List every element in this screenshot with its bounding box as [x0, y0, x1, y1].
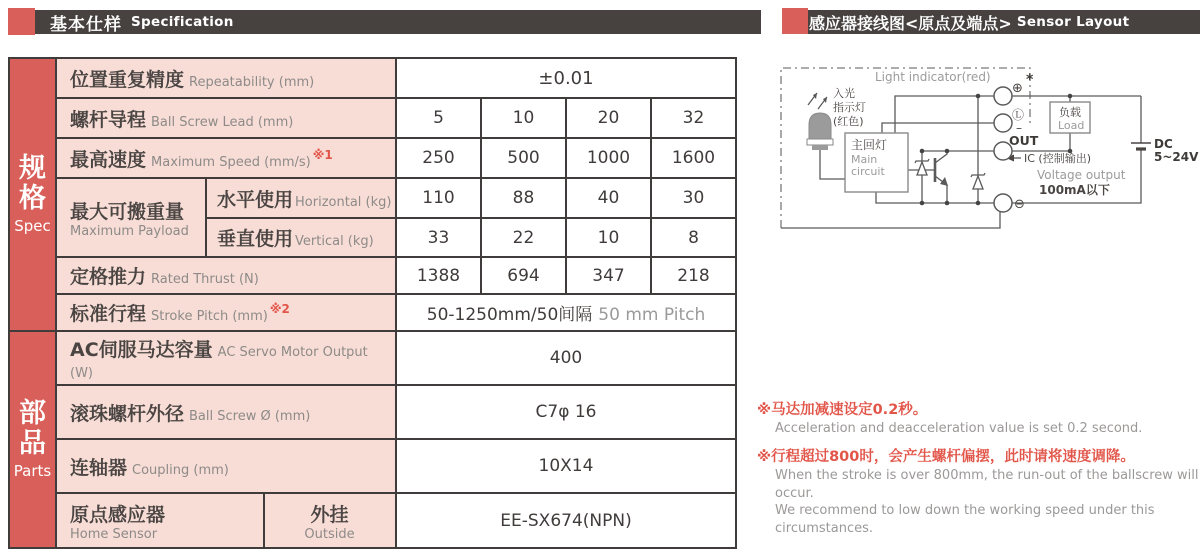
- label-max-payload: [56, 178, 206, 257]
- left-header-bar: [24, 10, 761, 34]
- load-zh: 负载: [1059, 106, 1081, 119]
- plus-terminal-symbol: ⊕: [1012, 81, 1023, 96]
- dc-label: DC: [1154, 137, 1173, 151]
- stroke-value-en: 50 mm Pitch: [598, 305, 706, 325]
- repeatability-en: Repeatability (mm): [189, 74, 315, 90]
- footnote-1-en: Acceleration and deacceleration value is set 0.2 second.: [775, 420, 1143, 436]
- footnotes: [757, 401, 1200, 537]
- footnote-1: [757, 401, 1200, 437]
- section-spec-label-en: Spec: [14, 217, 51, 236]
- minus-sign: –: [1016, 121, 1022, 135]
- left-header-title-en: Specification: [131, 14, 234, 30]
- thrust-en: Rated Thrust (N): [151, 272, 259, 287]
- value-horizontal-4: 30: [651, 178, 736, 218]
- stroke-value-zh: 50-1250mm/50间隔: [426, 305, 593, 325]
- minus-terminal-symbol: ⊖: [1014, 197, 1025, 212]
- screw-en: Ball Screw Ø (mm): [189, 408, 311, 424]
- right-header-title-zh: 感应器接线图<原点及端点>: [809, 13, 1012, 33]
- left-header-accent-square: [8, 8, 35, 35]
- speed-en: Maximum Speed (mm/s): [151, 154, 311, 170]
- value-horizontal-2: 88: [481, 178, 566, 218]
- value-lead-2: 10: [481, 98, 566, 138]
- footnote-2-en2: We recommend to low down the working speed under this circumstances.: [775, 503, 1155, 536]
- value-coupling: 10X14: [396, 439, 736, 493]
- stroke-en: Stroke Pitch (mm): [151, 309, 268, 324]
- terminal-circles: [994, 87, 1012, 212]
- label-repeatability: [56, 58, 396, 98]
- label-rated-thrust: [56, 257, 396, 294]
- stroke-footnote-marker: ※2: [269, 302, 290, 316]
- label-servo-output: [56, 331, 396, 385]
- motor-zh: AC伺服马达容量: [70, 339, 213, 361]
- footnote-2-en1: When the stroke is over 800mm, the run-out of the ballscrew will occur.: [775, 468, 1199, 501]
- motor-en: AC Servo Motor Output (W): [70, 345, 368, 381]
- payload-zh: 最大可搬重量: [70, 200, 185, 223]
- label-max-speed: [56, 138, 396, 178]
- coupling-zh: 连轴器: [70, 456, 128, 479]
- label-home-sensor: [56, 493, 264, 548]
- payload-en: Maximum Payload: [70, 223, 189, 239]
- home-sensor-en: Home Sensor: [70, 526, 158, 542]
- led-icon: [807, 93, 833, 150]
- screw-zh: 滚珠螺杆外径: [70, 402, 185, 425]
- terminal-minus: [994, 194, 1012, 212]
- out-label: OUT: [1009, 133, 1039, 148]
- horizontal-en: Horizontal (kg): [295, 194, 392, 210]
- vertical-zh: 垂直使用: [217, 228, 294, 250]
- value-vertical-4: 8: [651, 218, 736, 257]
- value-lead-4: 32: [651, 98, 736, 138]
- value-vertical-3: 10: [566, 218, 651, 257]
- left-header-title-zh: 基本仕样: [50, 14, 122, 35]
- terminal-l: [994, 114, 1012, 132]
- value-thrust-2: 694: [481, 257, 566, 294]
- value-stroke: [396, 294, 736, 331]
- main-circuit-zh: 主回灯: [851, 138, 888, 152]
- value-thrust-4: 218: [651, 257, 736, 294]
- specification-table: [8, 57, 737, 549]
- footnote-2: [757, 448, 1200, 537]
- section-parts-sidebar: [9, 331, 56, 548]
- label-horizontal: [206, 178, 396, 218]
- footnote-1-zh: ※马达加减速设定0.2秒。: [757, 402, 928, 418]
- section-parts-label-en: Parts: [13, 462, 52, 481]
- sensor-circuit-diagram: [775, 55, 1200, 260]
- value-repeatability: ±0.01: [396, 58, 736, 98]
- label-vertical: [206, 218, 396, 257]
- value-thrust-1: 1388: [396, 257, 481, 294]
- label-outside-mount: [264, 493, 396, 548]
- value-horizontal-3: 40: [566, 178, 651, 218]
- label-stroke-pitch: [56, 294, 396, 331]
- value-speed-4: 1600: [651, 138, 736, 178]
- lead-en: Ball Screw Lead (mm): [151, 114, 294, 130]
- value-speed-1: 250: [396, 138, 481, 178]
- case-bottom-wire: [781, 212, 1000, 228]
- right-header-accent-square: [782, 8, 808, 34]
- dc-voltage-label: 5~24V: [1154, 150, 1199, 164]
- right-header-bar: [796, 10, 1200, 34]
- light-zh-line3: (红色): [833, 115, 864, 128]
- light-zh-line2: 指示灯: [833, 101, 866, 114]
- asterisk-marker: *: [1026, 72, 1034, 88]
- value-vertical-2: 22: [481, 218, 566, 257]
- outside-zh: 外挂: [310, 503, 349, 526]
- ic-control-output-label: IC (控制输出): [1024, 152, 1092, 165]
- terminal-plus: [994, 87, 1012, 105]
- stroke-zh: 标准行程: [70, 303, 147, 325]
- current-limit-label: 100mA以下: [1039, 183, 1110, 197]
- section-parts-label-zh: 部品: [19, 397, 46, 459]
- value-ball-screw-dia: C7φ 16: [396, 385, 736, 439]
- repeatability-zh: 位置重复精度: [70, 68, 185, 91]
- value-lead-1: 5: [396, 98, 481, 138]
- label-coupling: [56, 439, 396, 493]
- home-sensor-zh: 原点感应器: [70, 503, 166, 526]
- load-en: Load: [1058, 119, 1085, 132]
- lead-zh: 螺杆导程: [70, 108, 147, 131]
- value-vertical-1: 33: [396, 218, 481, 257]
- voltage-output-label: Voltage output: [1037, 168, 1126, 182]
- light-indicator-en-label: Light indicator(red): [875, 70, 991, 84]
- value-speed-3: 1000: [566, 138, 651, 178]
- zener-diode-icons: [915, 159, 985, 189]
- speed-footnote-marker: ※1: [312, 147, 333, 162]
- value-thrust-3: 347: [566, 257, 651, 294]
- right-header-title-en: Sensor Layout: [1016, 14, 1130, 30]
- main-circuit-en2: circuit: [851, 165, 885, 178]
- value-servo-output: 400: [396, 331, 736, 385]
- thrust-zh: 定格推力: [70, 266, 147, 288]
- coupling-en: Coupling (mm): [132, 462, 229, 478]
- label-ball-screw-lead: [56, 98, 396, 138]
- footnote-2-zh: ※行程超过800时，会产生螺杆偏摆，此时请将速度调降。: [757, 449, 1135, 466]
- label-ball-screw-dia: [56, 385, 396, 439]
- value-lead-3: 20: [566, 98, 651, 138]
- speed-zh: 最高速度: [70, 148, 147, 171]
- value-speed-2: 500: [481, 138, 566, 178]
- section-spec-label-zh: 规格: [19, 152, 46, 214]
- horizontal-zh: 水平使用: [217, 188, 294, 211]
- main-circuit-en1: Main: [851, 153, 878, 166]
- light-zh-line1: 入光: [833, 87, 855, 100]
- l-terminal-symbol: Ⓛ: [1012, 108, 1025, 122]
- value-home-sensor: EE-SX674(NPN): [396, 493, 736, 548]
- transistor-emitter-arrow: [940, 177, 948, 186]
- battery-icon: [1131, 143, 1151, 149]
- vertical-en: Vertical (kg): [295, 234, 374, 249]
- outside-en: Outside: [304, 526, 355, 542]
- value-horizontal-1: 110: [396, 178, 481, 218]
- section-spec-sidebar: [9, 58, 56, 331]
